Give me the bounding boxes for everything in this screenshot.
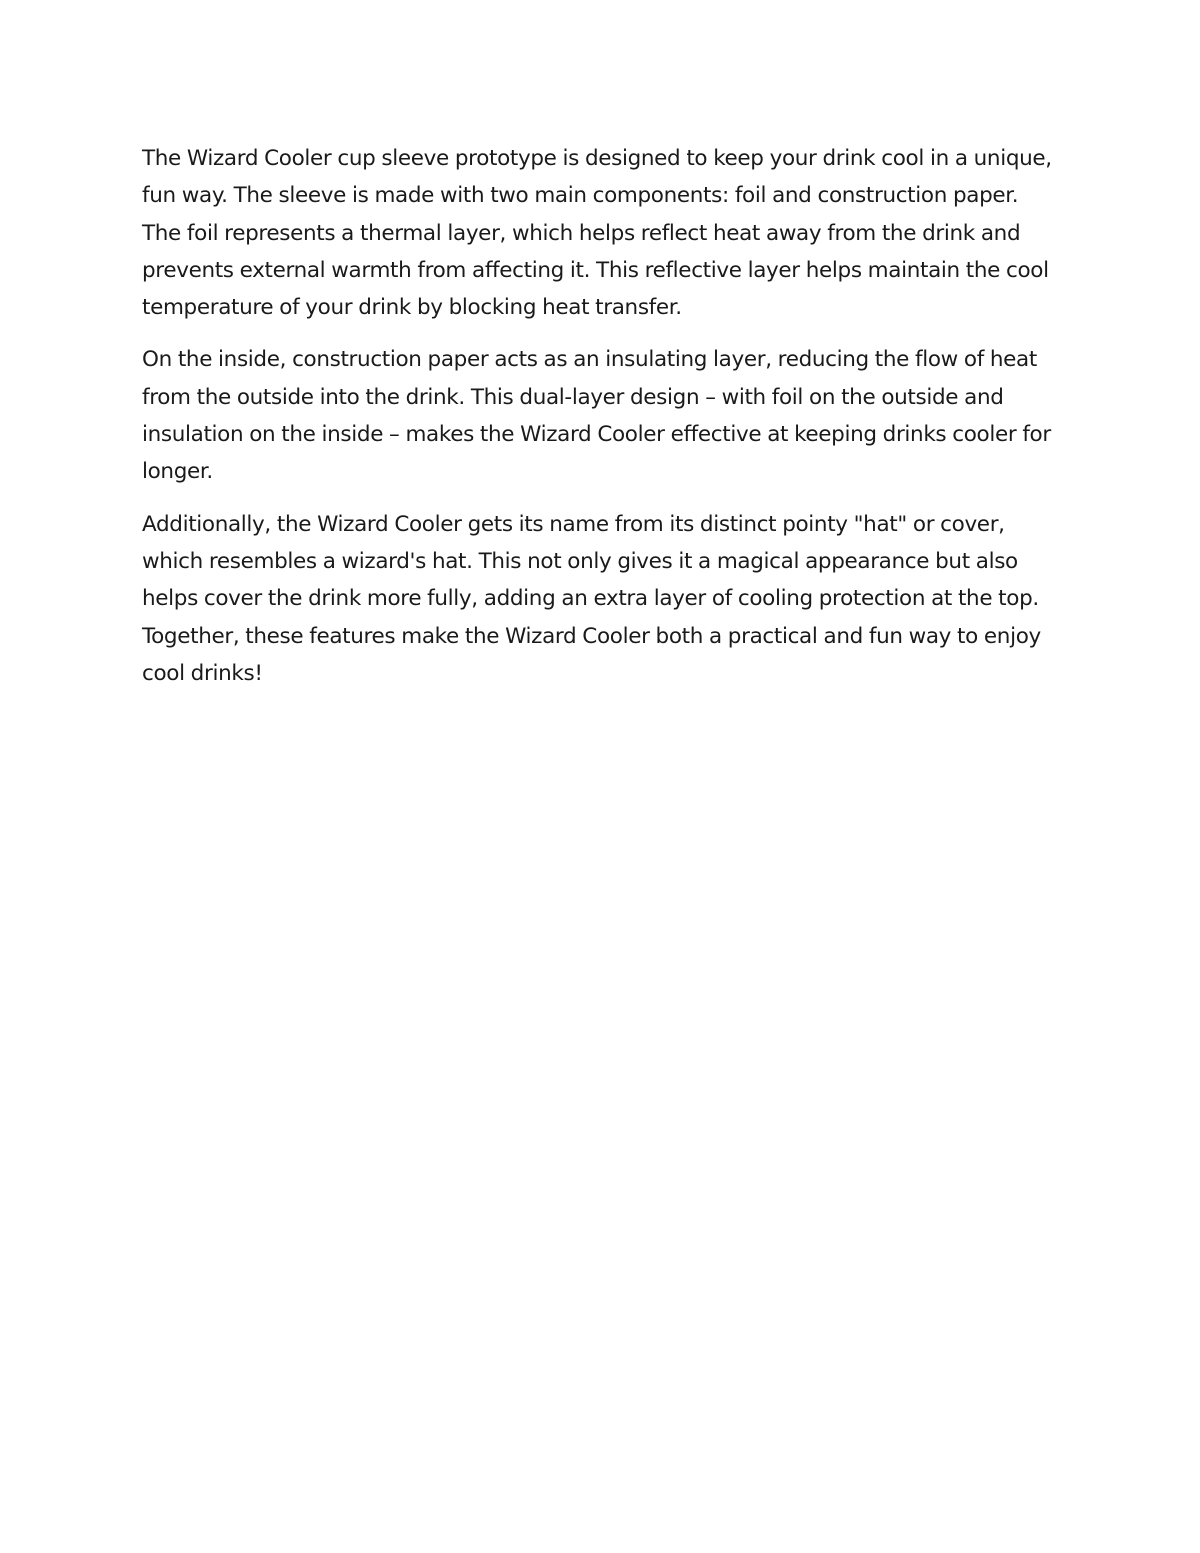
paragraph-3: Additionally, the Wizard Cooler gets its name from its distinct pointy "hat" or cover, which resembles a wizard's hat. This not only gives it a magical appearance but also helps cover the drink more fully, adding an extra layer of cooling protection at the top. Together, these features make the Wizard Cooler both a practical and fun way to enjoy cool drinks! bbox=[142, 511, 1041, 686]
paragraph-2: On the inside, construction paper acts as an insulating layer, reducing the flow of heat from the outside into the drink. This dual-layer design – with foil on the outside and insulation on the inside – makes the Wizard Cooler effective at keeping drinks cooler for longer. bbox=[142, 347, 1051, 485]
document-body bbox=[142, 140, 1062, 707]
paragraph-1: The Wizard Cooler cup sleeve prototype is designed to keep your drink cool in a unique, fun way. The sleeve is made with two main components: foil and construction paper. The foil represents a thermal layer, which helps reflect heat away from the drink and prevents external warmth from affecting it. This reflective layer helps maintain the cool temperature of your drink by blocking heat transfer. bbox=[142, 146, 1052, 321]
